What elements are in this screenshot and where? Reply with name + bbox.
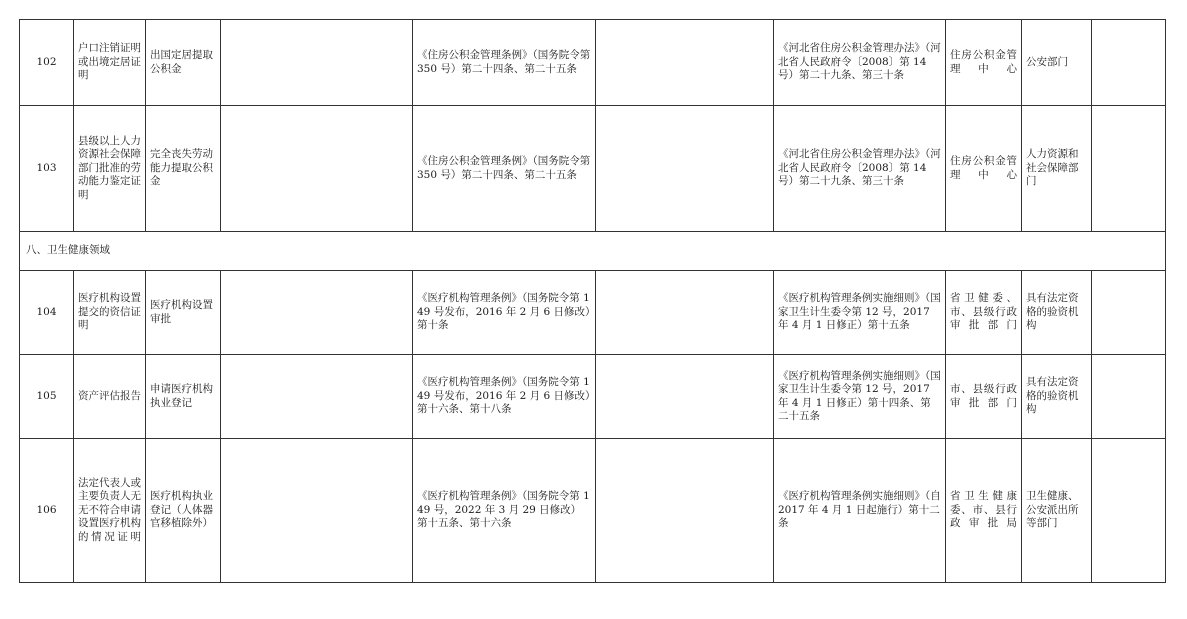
material-name: 法定代表人或主要负责人无无不符合申请设置医疗机构的情况证明: [74, 439, 146, 583]
national-basis: 《住房公积金管理条例》（国务院令第 350 号）第二十四条、第二十五条: [413, 106, 596, 232]
empty-cell: [596, 439, 774, 583]
matter-name: 医疗机构执业登记（人体器官移植除外）: [146, 439, 221, 583]
row-number: 103: [20, 106, 74, 232]
matter-name: 完全丧失劳动能力提取公积金: [146, 106, 221, 232]
table-body-lower: [20, 271, 1166, 583]
matter-name: 出国定居提取公积金: [146, 20, 221, 106]
table-row: [20, 271, 1166, 355]
empty-cell: [221, 355, 413, 439]
empty-cell: [1092, 106, 1166, 232]
issuing-dept: 具有法定资格的验资机构: [1022, 355, 1092, 439]
handling-dept: 省卫健委、市、县级行政审批部门: [946, 271, 1022, 355]
empty-cell: [596, 20, 774, 106]
provincial-basis: 《河北省住房公积金管理办法》（河北省人民政府令〔2008〕第 14 号）第二十九条、第三十条: [774, 20, 946, 106]
material-name: 资产评估报告: [74, 355, 146, 439]
table-body-upper: [20, 20, 1166, 232]
empty-cell: [596, 271, 774, 355]
national-basis: 《住房公积金管理条例》（国务院令第 350 号）第二十四条、第二十五条: [413, 20, 596, 106]
row-number: 105: [20, 355, 74, 439]
table-row: [20, 106, 1166, 232]
handling-dept: 市、县级行政审批部门: [946, 355, 1022, 439]
row-number: 104: [20, 271, 74, 355]
material-name: 医疗机构设置提交的资信证明: [74, 271, 146, 355]
section-row-group: [20, 232, 1166, 271]
national-basis: 《医疗机构管理条例》（国务院令第 149 号发布，2016 年 2 月 6 日修改）第十条: [413, 271, 596, 355]
handling-dept: 住房公积金管理中心: [946, 20, 1022, 106]
data-table: [19, 19, 1166, 583]
empty-cell: [596, 106, 774, 232]
material-name: 县级以上人力资源社会保障部门批准的劳动能力鉴定证明: [74, 106, 146, 232]
table-row: [20, 355, 1166, 439]
row-number: 106: [20, 439, 74, 583]
empty-cell: [1092, 271, 1166, 355]
empty-cell: [221, 20, 413, 106]
matter-name: 申请医疗机构执业登记: [146, 355, 221, 439]
section-title: 八、卫生健康领域: [20, 232, 1166, 271]
provincial-basis: 《医疗机构管理条例实施细则》（自 2017 年 4 月 1 日起施行）第十二条: [774, 439, 946, 583]
table-row: [20, 439, 1166, 583]
table-row: [20, 20, 1166, 106]
empty-cell: [221, 106, 413, 232]
empty-cell: [1092, 20, 1166, 106]
row-number: 102: [20, 20, 74, 106]
handling-dept: 省卫生健康委、市、县行政审批局: [946, 439, 1022, 583]
provincial-basis: 《医疗机构管理条例实施细则》（国家卫生计生委令第 12 号，2017 年 4 月 1 日修正）第十五条: [774, 271, 946, 355]
empty-cell: [1092, 439, 1166, 583]
empty-cell: [221, 271, 413, 355]
issuing-dept: 卫生健康、公安派出所等部门: [1022, 439, 1092, 583]
provincial-basis: 《医疗机构管理条例实施细则》（国家卫生计生委令第 12 号，2017 年 4 月 1 日修正）第十四条、第二十五条: [774, 355, 946, 439]
handling-dept: 住房公积金管理中心: [946, 106, 1022, 232]
empty-cell: [221, 439, 413, 583]
empty-cell: [1092, 355, 1166, 439]
issuing-dept: 人力资源和社会保障部门: [1022, 106, 1092, 232]
issuing-dept: 公安部门: [1022, 20, 1092, 106]
matter-name: 医疗机构设置审批: [146, 271, 221, 355]
national-basis: 《医疗机构管理条例》（国务院令第 149 号，2022 年 3 月 29 日修改）第十五条、第十六条: [413, 439, 596, 583]
provincial-basis: 《河北省住房公积金管理办法》（河北省人民政府令〔2008〕第 14 号）第二十九条、第三十条: [774, 106, 946, 232]
section-header-row: [20, 232, 1166, 271]
national-basis: 《医疗机构管理条例》（国务院令第 149 号发布，2016 年 2 月 6 日修改）第十六条、第十八条: [413, 355, 596, 439]
empty-cell: [596, 355, 774, 439]
issuing-dept: 具有法定资格的验资机构: [1022, 271, 1092, 355]
material-name: 户口注销证明或出境定居证明: [74, 20, 146, 106]
